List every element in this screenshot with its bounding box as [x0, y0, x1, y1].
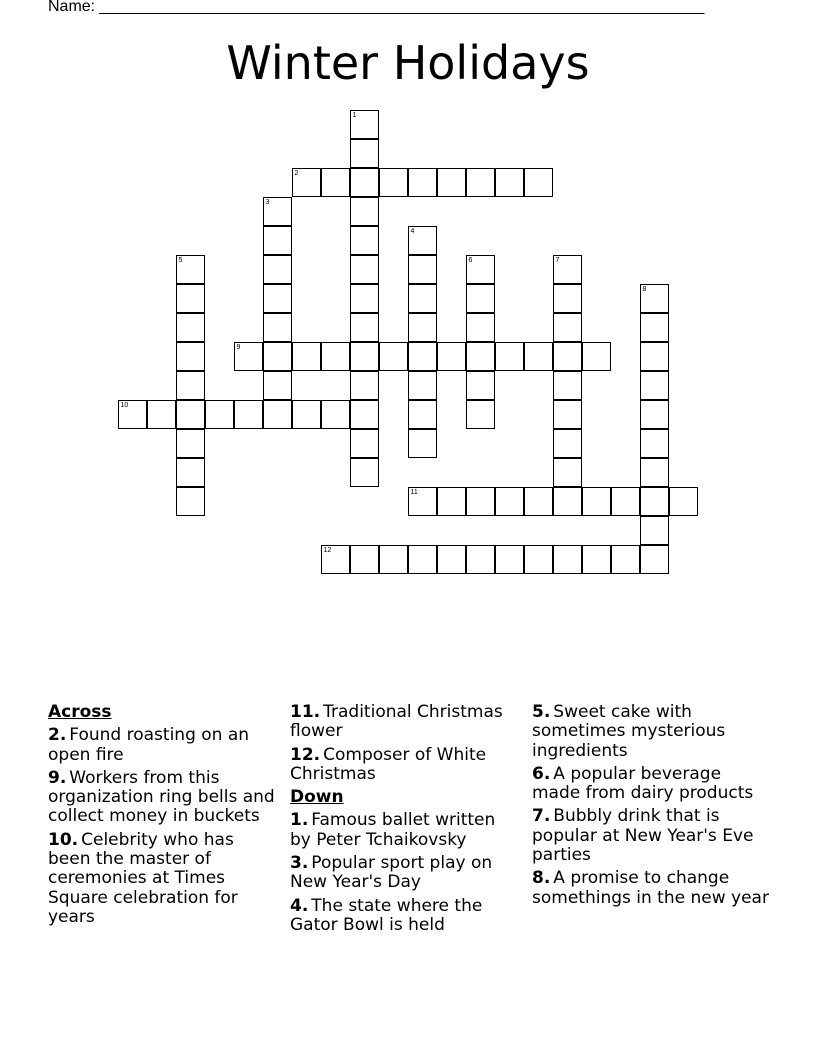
clue-number: 6	[468, 257, 473, 264]
grid-cell[interactable]	[292, 400, 321, 429]
clue-across-12: 12. Composer of White Christmas	[290, 744, 487, 784]
grid-cell[interactable]	[408, 429, 437, 458]
grid-cell[interactable]	[582, 545, 611, 574]
clue-number: 11	[410, 489, 418, 496]
grid-cell[interactable]	[408, 255, 437, 284]
grid-cell[interactable]	[582, 487, 611, 516]
grid-cell[interactable]	[408, 400, 437, 429]
grid-cell[interactable]	[263, 400, 292, 429]
grid-cell[interactable]	[524, 487, 553, 516]
grid-cell[interactable]	[466, 400, 495, 429]
grid-cell[interactable]	[495, 545, 524, 574]
grid-cell[interactable]	[640, 342, 669, 371]
grid-cell[interactable]	[437, 487, 466, 516]
grid-cell[interactable]	[176, 255, 205, 284]
grid-cell[interactable]	[176, 371, 205, 400]
grid-cell[interactable]	[553, 545, 582, 574]
grid-cell[interactable]	[321, 342, 350, 371]
clues-column-2	[290, 703, 518, 939]
grid-cell[interactable]	[176, 313, 205, 342]
grid-cell[interactable]	[350, 284, 379, 313]
grid-cell[interactable]	[350, 168, 379, 197]
grid-cell[interactable]	[147, 400, 176, 429]
clue-number: 1	[352, 112, 357, 119]
grid-cell[interactable]	[176, 487, 205, 516]
grid-cell[interactable]	[466, 487, 495, 516]
grid-cell[interactable]	[408, 487, 437, 516]
clue-across-2: 2. Found roasting on an open fire	[48, 725, 250, 765]
clue-down-1: 1. Famous ballet written by Peter Tchaikovsky	[290, 810, 496, 850]
clue-number: 4	[410, 228, 415, 235]
clue-number: 5	[178, 257, 183, 264]
grid-cell[interactable]	[379, 545, 408, 574]
grid-cell[interactable]	[263, 371, 292, 400]
clues-column-1	[48, 703, 276, 931]
clue-number: 7	[555, 257, 560, 264]
grid-cell[interactable]	[640, 371, 669, 400]
grid-cell[interactable]	[176, 429, 205, 458]
grid-cell[interactable]	[466, 342, 495, 371]
grid-cell[interactable]	[553, 371, 582, 400]
grid-cell[interactable]	[553, 429, 582, 458]
grid-cell[interactable]	[234, 342, 263, 371]
grid-cell[interactable]	[553, 458, 582, 487]
name-label: Name:	[48, 0, 96, 15]
grid-cell[interactable]	[611, 545, 640, 574]
grid-cell[interactable]	[466, 545, 495, 574]
grid-cell[interactable]	[437, 342, 466, 371]
grid-cell[interactable]	[350, 458, 379, 487]
clue-down-3: 3. Popular sport play on New Year's Day	[290, 853, 493, 893]
grid-cell[interactable]	[466, 371, 495, 400]
grid-cell[interactable]	[350, 226, 379, 255]
puzzle-title: Winter Holidays	[226, 36, 590, 90]
grid-cell[interactable]	[495, 168, 524, 197]
grid-cell[interactable]	[553, 487, 582, 516]
grid-cell[interactable]	[611, 487, 640, 516]
grid-cell[interactable]	[350, 313, 379, 342]
grid-cell[interactable]	[408, 313, 437, 342]
grid-cell[interactable]	[640, 545, 669, 574]
grid-cell[interactable]	[408, 226, 437, 255]
grid-cell[interactable]	[292, 168, 321, 197]
grid-cell[interactable]	[263, 255, 292, 284]
clue-number: 2	[294, 170, 299, 177]
grid-cell[interactable]	[263, 284, 292, 313]
grid-cell[interactable]	[640, 516, 669, 545]
clue-down-4: 4. The state where the Gator Bowl is held	[290, 895, 483, 935]
grid-cell[interactable]	[408, 284, 437, 313]
grid-cell[interactable]	[495, 487, 524, 516]
grid-cell[interactable]	[553, 313, 582, 342]
clue-across-11: 11. Traditional Christmas flower	[290, 702, 503, 742]
grid-cell[interactable]	[350, 255, 379, 284]
grid-cell[interactable]	[524, 545, 553, 574]
grid-cell[interactable]	[350, 197, 379, 226]
grid-cell[interactable]	[466, 168, 495, 197]
grid-cell[interactable]	[640, 458, 669, 487]
clue-down-8: 8. A promise to change somethings in the new year	[532, 868, 769, 908]
grid-cell[interactable]	[234, 400, 263, 429]
grid-cell[interactable]	[669, 487, 698, 516]
grid-cell[interactable]	[205, 400, 234, 429]
grid-cell[interactable]	[495, 342, 524, 371]
grid-cell[interactable]	[263, 197, 292, 226]
grid-cell[interactable]	[350, 110, 379, 139]
grid-cell[interactable]	[524, 342, 553, 371]
grid-cell[interactable]	[437, 545, 466, 574]
grid-cell[interactable]	[379, 168, 408, 197]
grid-cell[interactable]	[292, 342, 321, 371]
grid-cell[interactable]	[350, 342, 379, 371]
grid-cell[interactable]	[408, 168, 437, 197]
clue-down-6: 6. A popular beverage made from dairy products	[532, 763, 754, 804]
grid-cell[interactable]	[640, 400, 669, 429]
grid-cell[interactable]	[350, 545, 379, 574]
clue-number: 9	[236, 344, 241, 351]
grid-cell[interactable]	[176, 400, 205, 429]
clue-across-10: 10. Celebrity who has been the master of ceremonies at Times Square celebration for years	[48, 829, 238, 927]
grid-cell[interactable]	[118, 400, 147, 429]
grid-cell[interactable]	[321, 545, 350, 574]
name-underline: ____________________________________________________________________	[99, 0, 705, 15]
grid-cell[interactable]	[640, 313, 669, 342]
grid-cell[interactable]	[524, 168, 553, 197]
grid-cell[interactable]	[466, 313, 495, 342]
across-heading: Across	[48, 702, 112, 722]
grid-cell[interactable]	[437, 168, 466, 197]
grid-cell[interactable]	[640, 429, 669, 458]
grid-cell[interactable]	[553, 400, 582, 429]
grid-cell[interactable]	[350, 429, 379, 458]
clue-number: 3	[265, 199, 270, 206]
grid-cell[interactable]	[176, 458, 205, 487]
clue-down-7: 7. Bubbly drink that is popular at New Year's Eve parties	[532, 806, 754, 866]
grid-cell[interactable]	[640, 284, 669, 313]
down-heading: Down	[290, 787, 344, 808]
grid-cell[interactable]	[176, 284, 205, 313]
grid-cell[interactable]	[466, 284, 495, 313]
grid-cell[interactable]	[176, 342, 205, 371]
grid-cell[interactable]	[582, 342, 611, 371]
grid-cell[interactable]	[379, 342, 408, 371]
grid-cell[interactable]	[408, 545, 437, 574]
grid-cell[interactable]	[263, 226, 292, 255]
grid-cell[interactable]	[350, 139, 379, 168]
grid-cell[interactable]	[263, 313, 292, 342]
clue-down-5: 5. Sweet cake with sometimes mysterious ingredients	[532, 702, 726, 761]
grid-cell[interactable]	[263, 342, 292, 371]
grid-cell[interactable]	[350, 371, 379, 400]
grid-cell[interactable]	[553, 284, 582, 313]
grid-cell[interactable]	[408, 371, 437, 400]
grid-cell[interactable]	[350, 400, 379, 429]
clue-number: 8	[642, 286, 647, 293]
grid-cell[interactable]	[553, 342, 582, 371]
grid-cell[interactable]	[553, 255, 582, 284]
clue-across-9: 9. Workers from this organization ring bells and collect money in buckets	[48, 767, 275, 827]
grid-cell[interactable]	[466, 255, 495, 284]
clue-number: 10	[120, 402, 129, 409]
clue-number: 12	[323, 547, 332, 554]
grid-cell[interactable]	[408, 342, 437, 371]
grid-cell[interactable]	[640, 487, 669, 516]
grid-cell[interactable]	[321, 168, 350, 197]
grid-cell[interactable]	[321, 400, 350, 429]
clues-column-3	[532, 703, 772, 912]
